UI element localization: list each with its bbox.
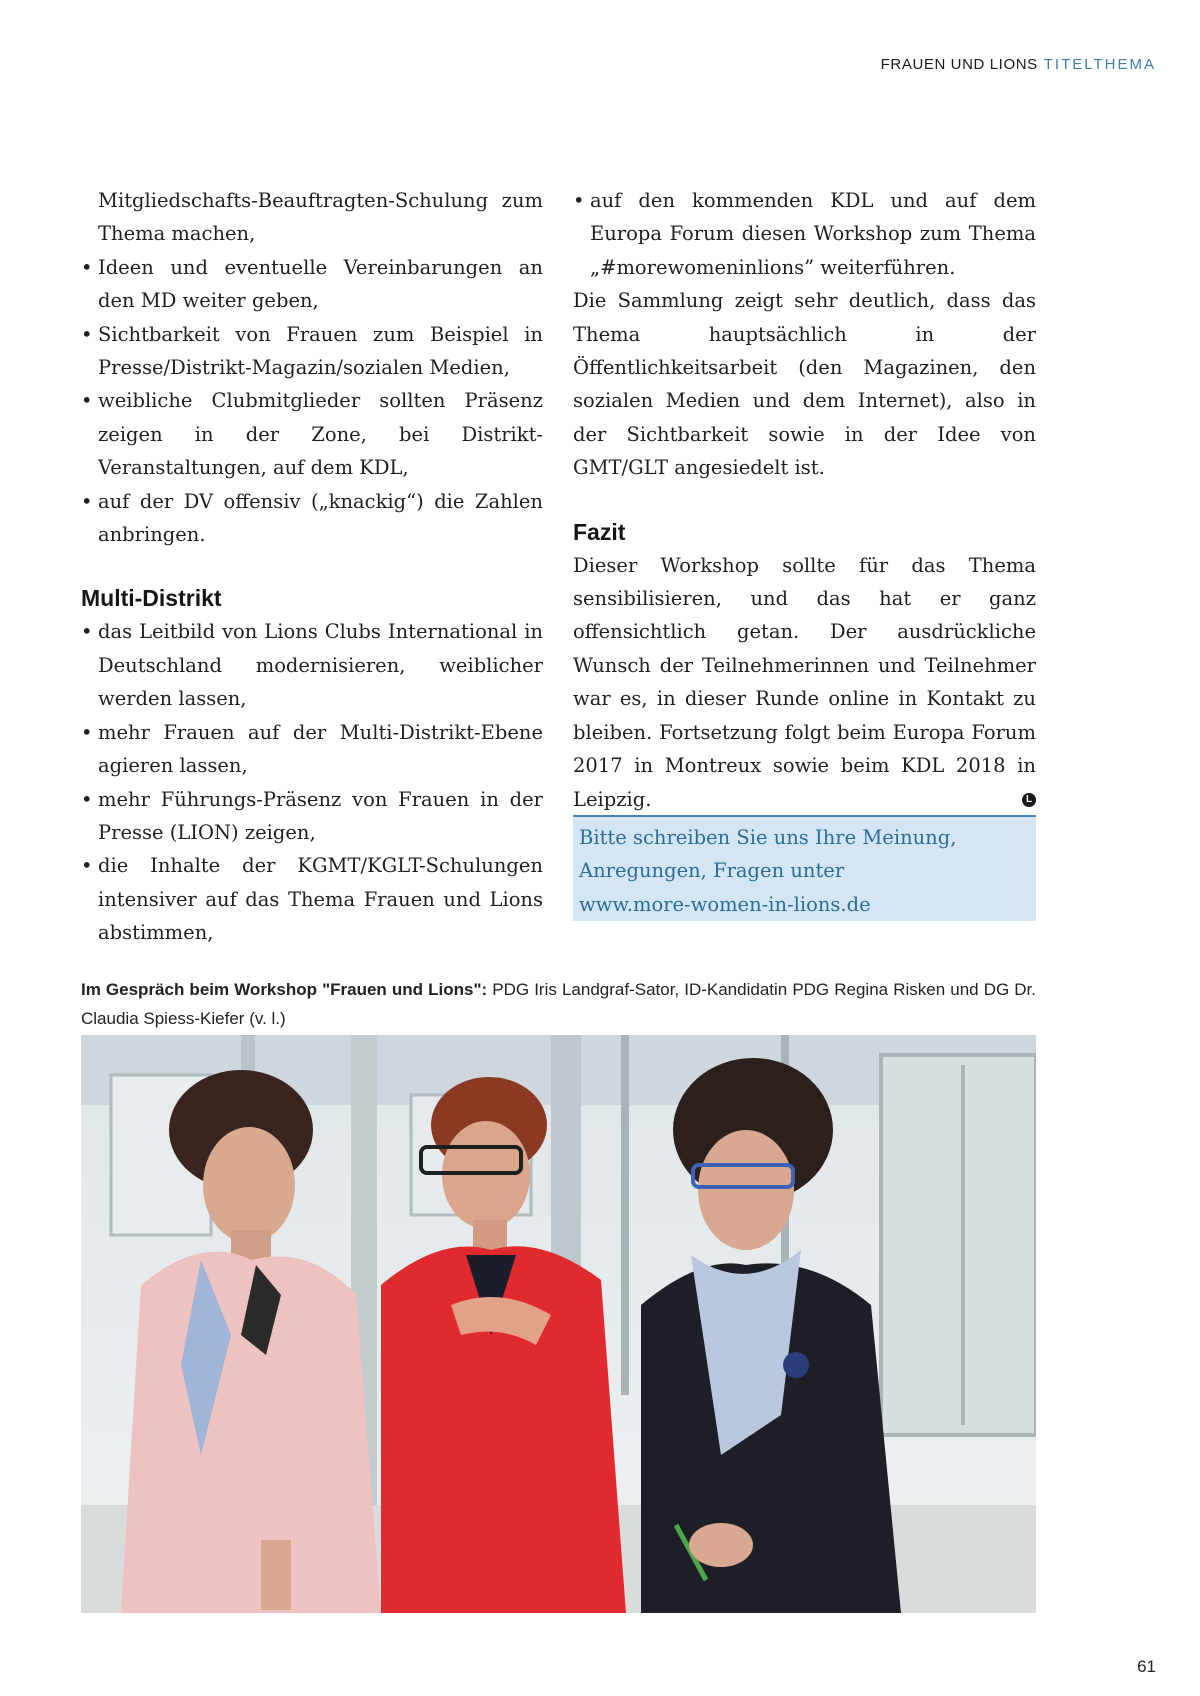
left-column xyxy=(81,184,543,950)
list-item: • mehr Frauen auf der Multi-Distrikt-Ebene agieren lassen, xyxy=(81,716,543,783)
list-item: • Ideen und eventuelle Vereinbarungen an den MD weiter geben, xyxy=(81,251,543,318)
info-line-1: Bitte schreiben Sie uns Ihre Meinung, xyxy=(579,826,957,849)
intro-continuation: Mitgliedschafts-Beauftragten-Schulung zum Thema machen, xyxy=(98,189,543,246)
list-item: • auf den kommenden KDL und auf dem Europa Forum diesen Workshop zum Thema „#morewomeninlions” weiterführen. xyxy=(573,184,1036,284)
fazit-paragraph xyxy=(573,549,1036,816)
right-column xyxy=(573,184,1036,816)
list-item: • die Inhalte der KGMT/KGLT-Schulungen intensiver auf das Thema Frauen und Lions abstimmen, xyxy=(81,849,543,949)
lions-end-mark-icon: L xyxy=(1022,793,1036,807)
running-head xyxy=(881,56,1156,73)
multi-district-heading: Multi-Distrikt xyxy=(81,585,222,612)
list-item: • das Leitbild von Lions Clubs International in Deutschland modernisieren, weiblicher werden lassen, xyxy=(81,615,543,715)
info-box-text xyxy=(573,817,1036,921)
fazit-heading: Fazit xyxy=(573,518,626,545)
continued-list xyxy=(573,184,1036,284)
photo-caption xyxy=(81,975,1036,1033)
info-line-2: Anregungen, Fragen unter xyxy=(579,859,845,883)
page-number: 61 xyxy=(1137,1657,1156,1676)
workshop-photo xyxy=(81,1035,1036,1613)
caption-text: PDG Iris Landgraf-Sator, ID-Kandidatin PDG Regina Risken und DG Dr. Claudia Spiess-Kiefer (v. l.) xyxy=(81,980,1037,1028)
list-item: • Sichtbarkeit von Frauen zum Beispiel in Presse/Distrikt-Magazin/sozialen Medien, xyxy=(81,318,543,385)
district-list xyxy=(81,251,543,552)
summary-paragraph: Die Sammlung zeigt sehr deutlich, dass das Thema hauptsächlich in der Öffentlichkeitsarbeit (den Magazinen, den sozialen Medien und dem Internet), also in der Sichtbarkeit sowie in der Idee von GMT/GLT angesiedelt ist. xyxy=(573,289,1036,480)
list-item: • weibliche Clubmitglieder sollten Präsenz zeigen in der Zone, bei Distrikt-Veranstaltungen, auf dem KDL, xyxy=(81,384,543,484)
running-head-category: TITELTHEMA xyxy=(1043,56,1156,73)
list-item: • auf der DV offensiv („knackig“) die Zahlen anbringen. xyxy=(81,485,543,552)
feedback-info-box xyxy=(573,815,1036,921)
photo-illustration xyxy=(81,1035,1036,1613)
fazit-text: Dieser Workshop sollte für das Thema sensibilisieren, und das hat er ganz offensichtlich getan. Der ausdrückliche Wunsch der Teilnehmerinnen und Teilnehmer war es, in dieser Runde online in Kontakt zu bleiben. Fortsetzung folgt beim Europa Forum 2017 in Montreux sowie beim KDL 2018 in Leipzig. xyxy=(573,553,1036,811)
info-url-link[interactable]: www.more-women-in-lions.de xyxy=(579,892,871,916)
caption-title: Im Gespräch beim Workshop "Frauen und Lions": xyxy=(81,980,488,999)
running-head-section: FRAUEN UND LIONS xyxy=(880,56,1038,73)
multi-district-list xyxy=(81,615,543,949)
list-item: • mehr Führungs-Präsenz von Frauen in der Presse (LION) zeigen, xyxy=(81,783,543,850)
